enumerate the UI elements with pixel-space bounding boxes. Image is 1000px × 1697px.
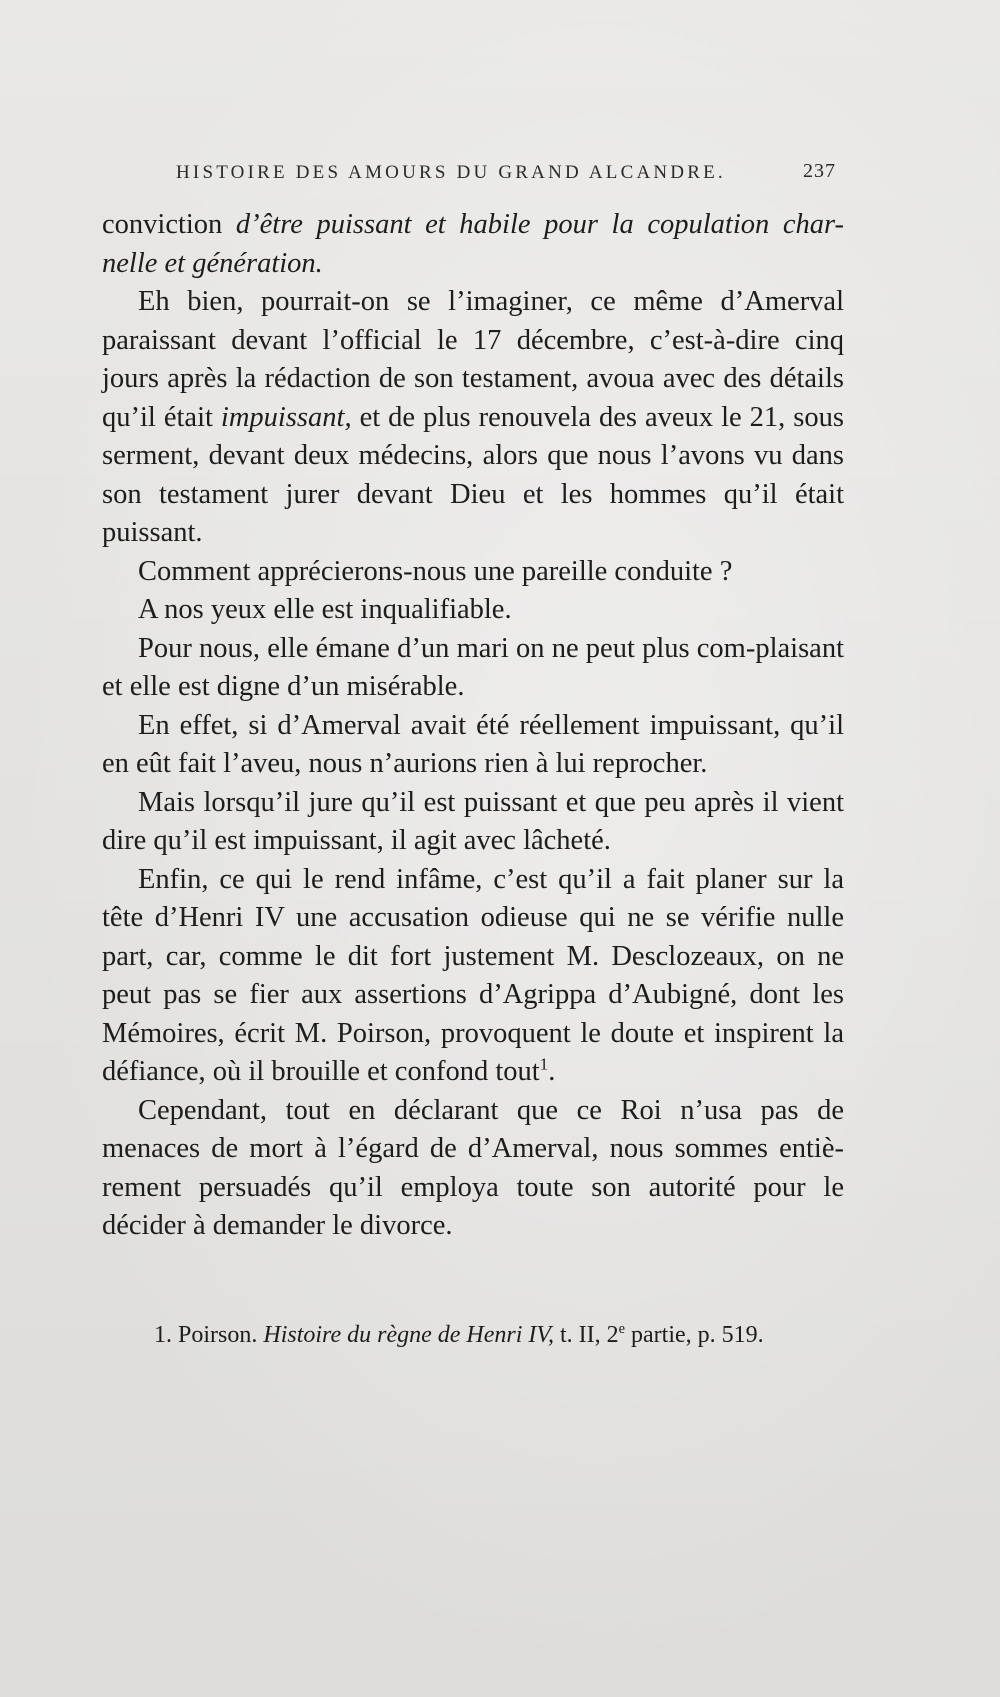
footnote-lead: 1. Poirson. [154, 1322, 264, 1348]
footnote-tail: partie, p. 519. [625, 1322, 764, 1348]
paragraph-7-text: Enfin, ce qui le rend infâme, c’est qu’il a fait planer sur la tête d’Henri IV une accusation odieuse qui ne se vérifie nulle part, car, comme le dit fort justement M. Desclozeaux, on ne peut pas se fier aux assertions d’Agrippa d’Aubigné, dont les Mémoires, écrit M. Poirson, provoquent le doute et inspirent la défiance, où il brouille et confond tout [102, 863, 844, 1087]
paragraph-0 [102, 206, 844, 283]
paragraph-3: A nos yeux elle est inqualifiable. [138, 594, 512, 625]
page-number: 237 [803, 160, 836, 182]
paragraph-5: En effet, si d’Amerval avait été réellement impuissant, qu’il en eût fait l’aveu, nous n’aurions rien à lui reprocher. [102, 709, 844, 779]
paragraph-1 [102, 283, 844, 553]
paragraph-7-end: . [548, 1056, 556, 1087]
paragraph-4: Pour nous, elle émane d’un mari on ne peut plus com-plaisant et elle est digne d’un misérable. [102, 632, 844, 702]
footnote-reference: 1 [539, 1054, 549, 1074]
paragraph-8: Cependant, tout en déclarant que ce Roi n’usa pas de menaces de mort à l’égard de d’Amerval, nous sommes entiè-rement persuadés qu’il employa toute son autorité pour le décider à demander le divorce. [102, 1094, 844, 1241]
footnote-rest: t. II, 2 [553, 1322, 619, 1348]
running-header [176, 160, 836, 190]
paragraph-7 [102, 861, 844, 1092]
paragraph-6: Mais lorsqu’il jure qu’il est puissant et que peu après il vient dire qu’il est impuissant, il agit avec lâcheté. [102, 786, 844, 856]
footnote [118, 1318, 852, 1352]
paragraph-1-italic: impuissant, [220, 401, 352, 433]
paragraph-1-rest: et de plus renouvela des aveux le 21, sous serment, devant deux médecins, alors que nous l’avons vu dans son testament jurer devant Dieu et les hommes qu’il était puissant. [102, 401, 844, 548]
running-title: HISTOIRE DES AMOURS DU GRAND ALCANDRE. [176, 162, 726, 183]
body-text [102, 206, 844, 1246]
paragraph-0-italic: d’être puissant et habile pour la copulation char-nelle et génération. [102, 209, 844, 279]
footnote-title: Histoire du règne de Henri IV, [263, 1322, 554, 1348]
footnote-1 [118, 1318, 852, 1352]
paragraph-1-text: Eh bien, pourrait-on se l’imaginer, ce même d’Amerval paraissant devant l’official le 17 décembre, c’est-à-dire cinq jours après la rédaction de son testament, avoua avec des détails qu’il était [102, 286, 844, 433]
footnote-sup: e [618, 1321, 626, 1337]
paragraph-0-text: conviction [102, 209, 236, 240]
paragraph-2: Comment apprécierons-nous une pareille conduite ? [138, 555, 733, 587]
